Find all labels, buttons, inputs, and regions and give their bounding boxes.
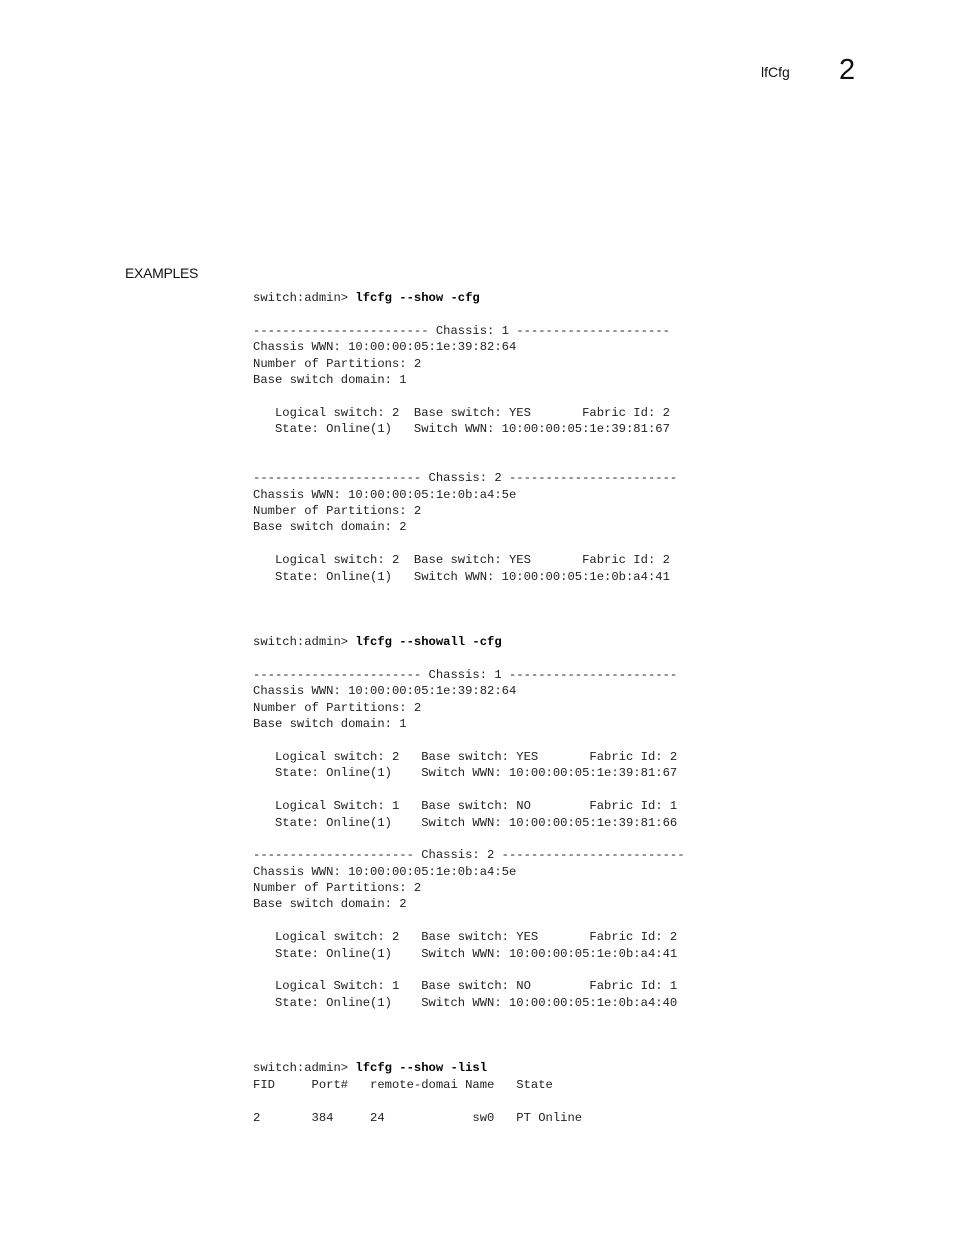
- code-examples: [253, 290, 685, 1126]
- output-line: ----------------------- Chassis: 2 -----------------------: [253, 471, 678, 486]
- output-line: Chassis WWN: 10:00:00:05:1e:0b:a4:5e: [253, 487, 517, 502]
- code-spacer: [253, 651, 685, 667]
- command-text: lfcfg --show -cfg: [355, 291, 480, 305]
- output-line: State: Online(1) Switch WWN: 10:00:00:05:1e:39:81:66: [253, 815, 678, 830]
- code-spacer: [253, 585, 685, 601]
- code-spacer: [253, 1044, 685, 1060]
- output-line: Number of Partitions: 2: [253, 504, 422, 519]
- code-spacer: [253, 913, 685, 929]
- code-spacer: [253, 601, 685, 617]
- code-spacer: [253, 1028, 685, 1044]
- output-line: FID Port# remote-domai Name State: [253, 1077, 553, 1092]
- output-line: State: Online(1) Switch WWN: 10:00:00:05:1e:0b:a4:40: [253, 995, 678, 1010]
- output-line: ---------------------- Chassis: 2 -------------------------: [253, 848, 685, 863]
- output-line: Logical switch: 2 Base switch: YES Fabric Id: 2: [253, 553, 670, 568]
- output-line: State: Online(1) Switch WWN: 10:00:00:05:1e:39:81:67: [253, 422, 670, 437]
- output-line: ----------------------- Chassis: 1 -----------------------: [253, 667, 678, 682]
- code-spacer: [253, 831, 685, 847]
- command-text: lfcfg --show -lisl: [355, 1061, 488, 1076]
- code-spacer: [253, 618, 685, 634]
- command-output: [253, 1077, 685, 1126]
- code-spacer: [253, 733, 685, 749]
- output-line: Base switch domain: 2: [253, 520, 407, 535]
- code-spacer: [253, 388, 685, 404]
- output-line: Base switch domain: 2: [253, 897, 407, 912]
- code-spacer: [253, 1093, 685, 1109]
- output-line: Logical switch: 2 Base switch: YES Fabric Id: 2: [253, 930, 678, 945]
- command-line: [253, 290, 685, 306]
- command-line: [253, 634, 685, 650]
- output-line: Number of Partitions: 2: [253, 356, 422, 371]
- code-spacer: [253, 536, 685, 552]
- section-label-examples: EXAMPLES: [125, 265, 199, 281]
- output-line: ------------------------ Chassis: 1 ---------------------: [253, 323, 670, 338]
- chapter-number: 2: [839, 54, 856, 86]
- command-output: [253, 667, 685, 1011]
- output-line: Number of Partitions: 2: [253, 700, 422, 715]
- output-line: Chassis WWN: 10:00:00:05:1e:39:82:64: [253, 340, 517, 355]
- shell-prompt: switch:admin>: [253, 635, 356, 650]
- code-spacer: [253, 1011, 685, 1027]
- command-line: [253, 1060, 685, 1076]
- code-spacer: [253, 962, 685, 978]
- output-line: Number of Partitions: 2: [253, 881, 422, 896]
- shell-prompt: switch:admin>: [253, 291, 356, 305]
- command-output: [253, 323, 685, 585]
- output-line: 2 384 24 sw0 PT Online: [253, 1110, 583, 1125]
- code-spacer: [253, 306, 685, 322]
- shell-prompt: switch:admin>: [253, 1061, 356, 1076]
- output-line: Logical Switch: 1 Base switch: NO Fabric Id: 1: [253, 979, 678, 994]
- code-spacer: [253, 782, 685, 798]
- output-line: State: Online(1) Switch WWN: 10:00:00:05:1e:0b:a4:41: [253, 946, 678, 961]
- code-spacer: [253, 454, 685, 470]
- output-line: State: Online(1) Switch WWN: 10:00:00:05:1e:0b:a4:41: [253, 569, 670, 584]
- output-line: Chassis WWN: 10:00:00:05:1e:0b:a4:5e: [253, 864, 517, 879]
- output-line: Base switch domain: 1: [253, 372, 407, 387]
- output-line: Chassis WWN: 10:00:00:05:1e:39:82:64: [253, 684, 517, 699]
- code-spacer: [253, 438, 685, 454]
- output-line: State: Online(1) Switch WWN: 10:00:00:05:1e:39:81:67: [253, 766, 678, 781]
- output-line: Base switch domain: 1: [253, 717, 407, 732]
- command-text: lfcfg --showall -cfg: [355, 635, 502, 650]
- output-line: Logical Switch: 1 Base switch: NO Fabric Id: 1: [253, 799, 678, 814]
- output-line: Logical switch: 2 Base switch: YES Fabric Id: 2: [253, 405, 670, 420]
- output-line: Logical switch: 2 Base switch: YES Fabric Id: 2: [253, 749, 678, 764]
- running-header-title: lfCfg: [761, 64, 790, 80]
